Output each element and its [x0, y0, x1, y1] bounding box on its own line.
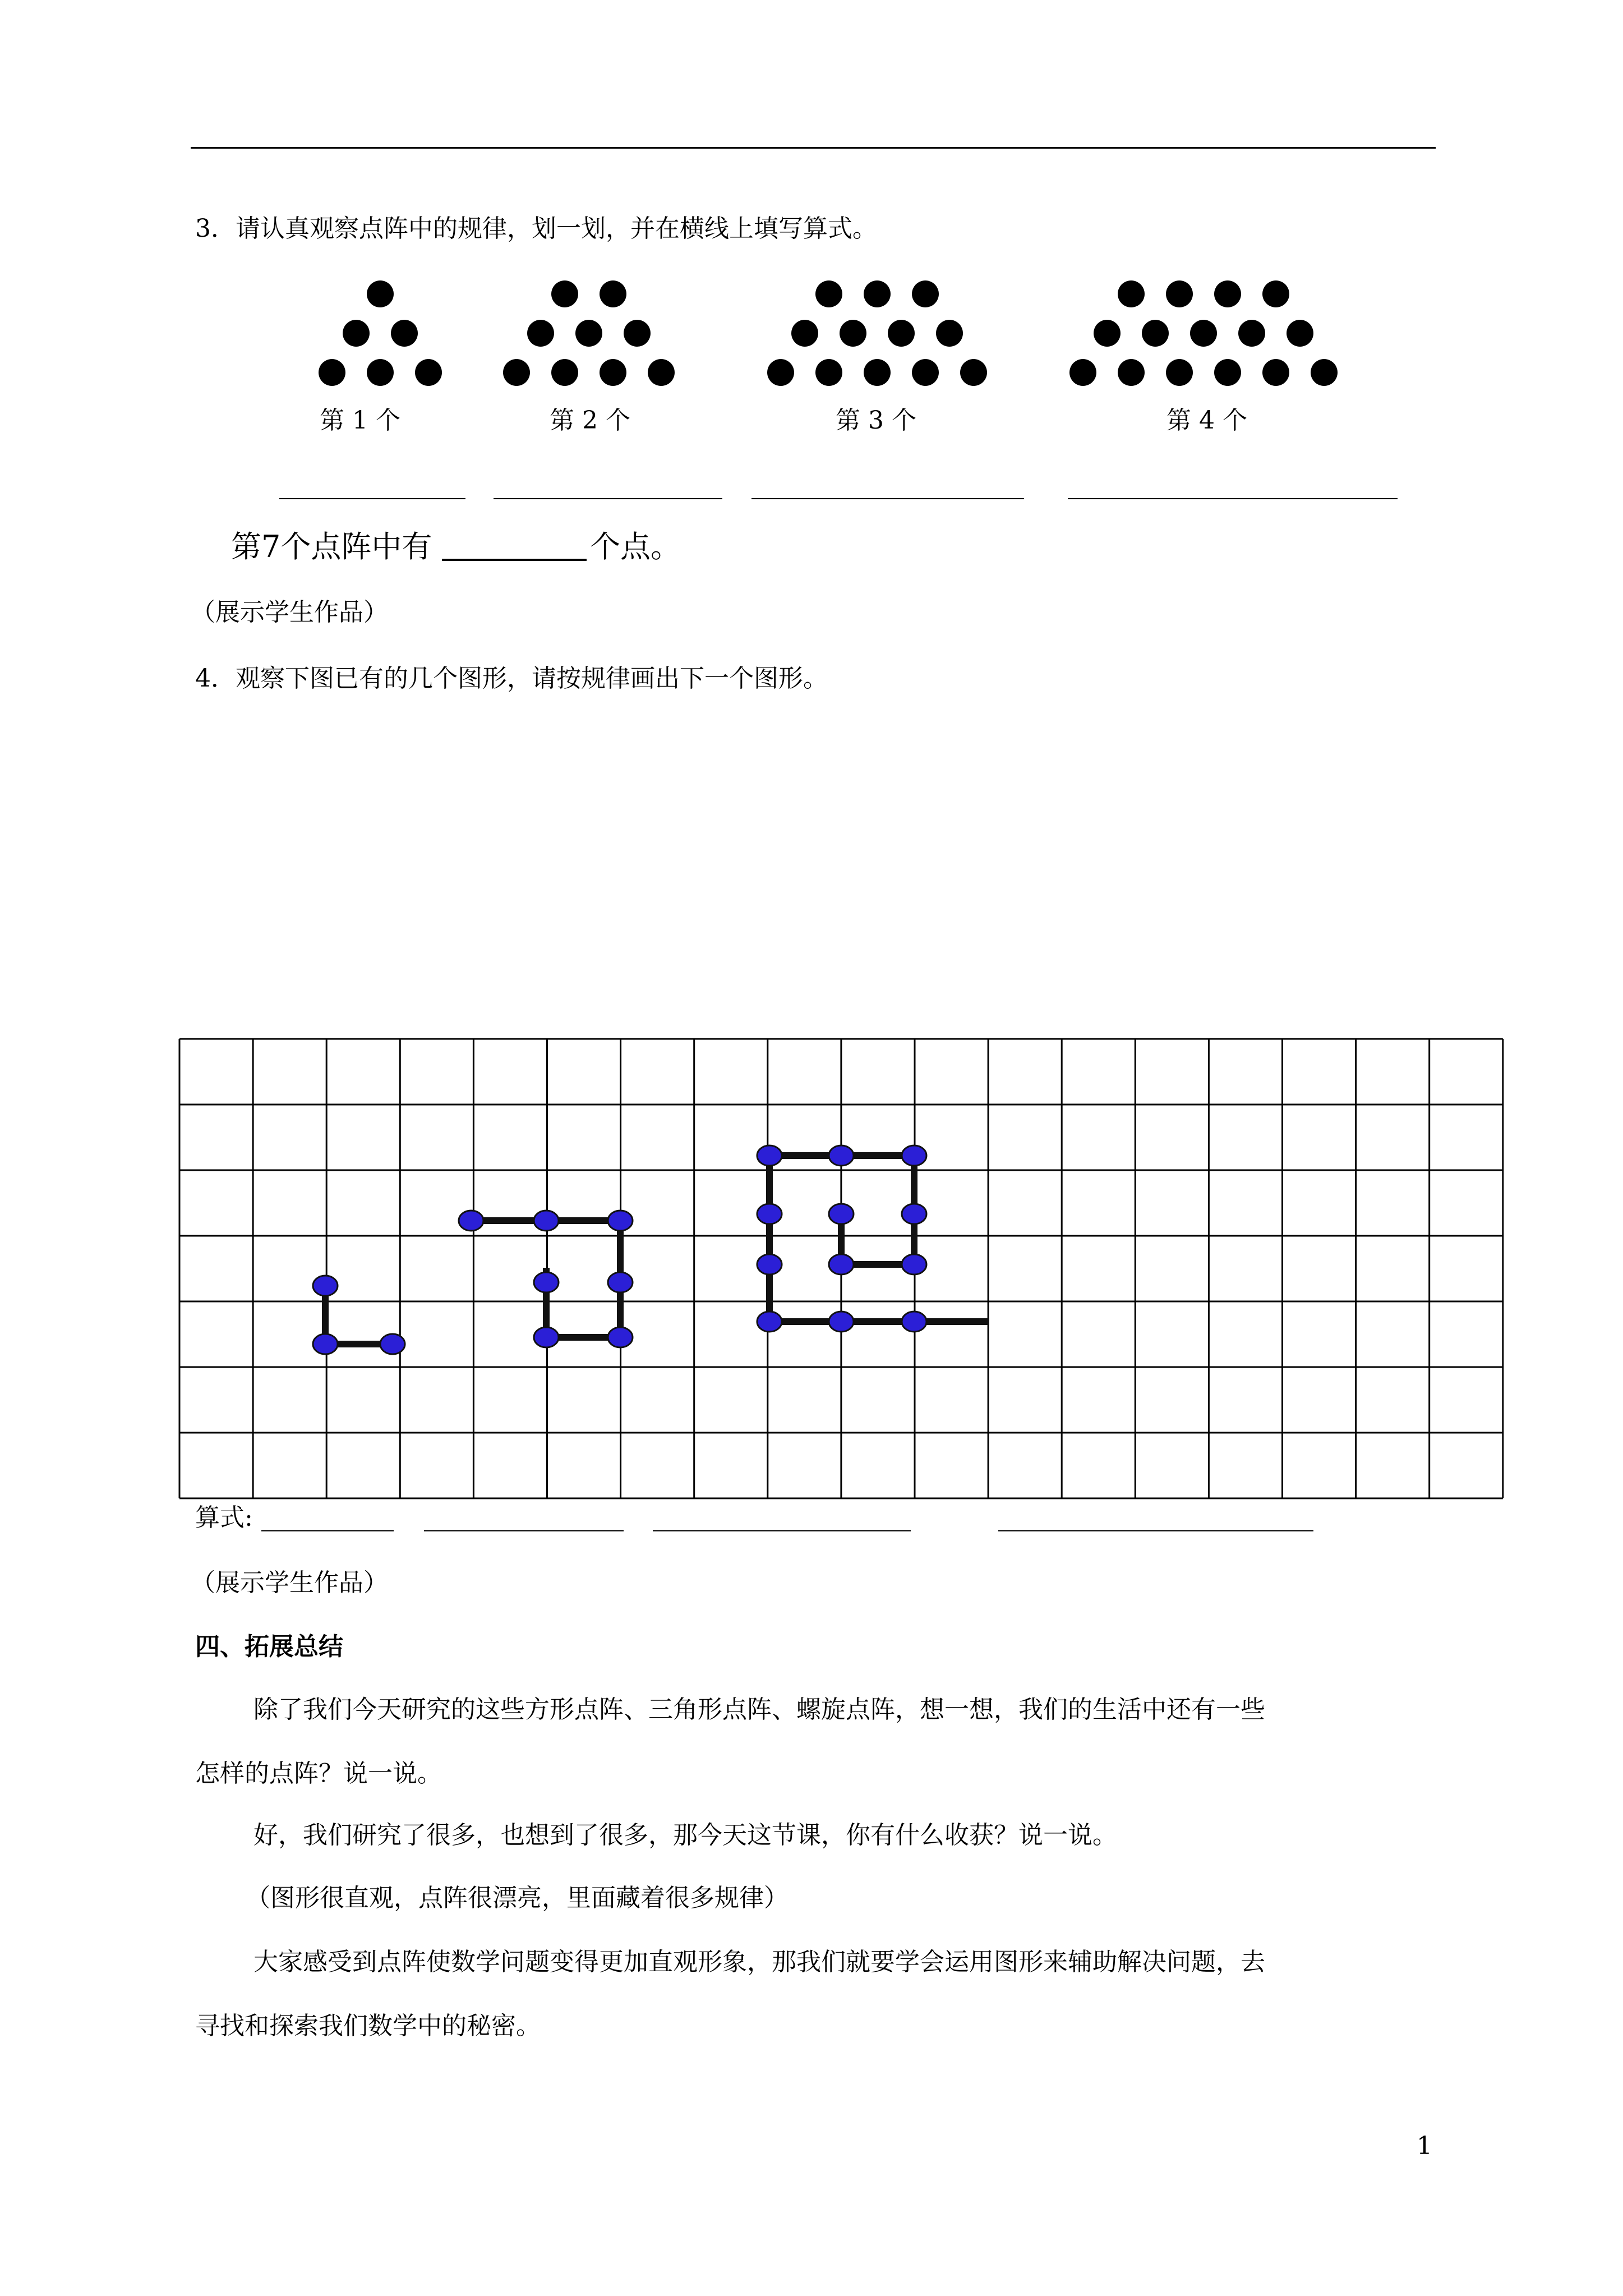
- q4-prompt: 4．观察下图已有的几个图形，请按规律画出下一个图形。: [195, 664, 828, 693]
- spiral-3-dot: [902, 1312, 926, 1332]
- paragraph-3: （图形很直观，点阵很漂亮，里面藏着很多规律）: [246, 1884, 789, 1912]
- formula-blank-1[interactable]: [261, 1530, 394, 1531]
- section-heading: 四、拓展总结: [195, 1632, 343, 1661]
- spiral-2-dot: [534, 1211, 559, 1231]
- q3-prompt: 3．请认真观察点阵中的规律，划一划，并在横线上填写算式。: [195, 214, 877, 243]
- paragraph-1-line-2: 怎样的点阵？说一说。: [195, 1759, 442, 1788]
- spiral-2-dot: [608, 1211, 633, 1231]
- spiral-2-dot: [534, 1272, 559, 1292]
- spiral-3-dot: [757, 1254, 782, 1274]
- formula-blank-3[interactable]: [653, 1530, 911, 1531]
- page-number: 1: [1417, 2132, 1432, 2160]
- figure-label-1: 第 1 个: [320, 406, 400, 435]
- spiral-2-dot: [608, 1272, 633, 1292]
- formula-label: 算式:: [195, 1503, 253, 1532]
- spiral-1-dot: [380, 1334, 405, 1354]
- figure-label-2: 第 2 个: [550, 406, 630, 435]
- spiral-1-line: [325, 1286, 393, 1344]
- spiral-2-dot: [608, 1327, 633, 1347]
- paragraph-4-line-1: 大家感受到点阵使数学问题变得更加直观形象，那我们就要学会运用图形来辅助解决问题，去: [253, 1948, 1265, 1976]
- figure-label-4: 第 4 个: [1166, 406, 1247, 435]
- spiral-1-dot: [313, 1276, 338, 1296]
- spiral-3-dot: [757, 1312, 782, 1332]
- seventh-text-before: 第7个点阵中有: [231, 529, 432, 564]
- spiral-2-dot: [534, 1327, 559, 1347]
- q4-show-work: （展示学生作品）: [191, 1568, 388, 1597]
- spiral-1-dot: [313, 1334, 338, 1354]
- paragraph-4-line-2: 寻找和探索我们数学中的秘密。: [195, 2012, 541, 2040]
- spiral-3-dot: [829, 1254, 854, 1274]
- spiral-3-dot: [757, 1204, 782, 1224]
- formula-blank-4[interactable]: [998, 1530, 1313, 1531]
- paragraph-2: 好，我们研究了很多，也想到了很多，那今天这节课，你有什么收获？说一说。: [253, 1821, 1117, 1849]
- spiral-3-line: [769, 1156, 989, 1322]
- formula-blank-2[interactable]: [424, 1530, 624, 1531]
- spiral-3-dot: [829, 1204, 854, 1224]
- spiral-3-dot: [757, 1145, 782, 1166]
- spiral-3-dot: [902, 1145, 926, 1166]
- seventh-text-after: 个点。: [590, 529, 681, 564]
- figure-label-3: 第 3 个: [836, 406, 916, 435]
- spiral-3-dot: [829, 1145, 854, 1166]
- paragraph-1-line-1: 除了我们今天研究的这些方形点阵、三角形点阵、螺旋点阵，想一想，我们的生活中还有一些: [253, 1695, 1265, 1724]
- q3-show-work: （展示学生作品）: [191, 598, 388, 627]
- spiral-3-dot: [902, 1204, 926, 1224]
- spiral-3-dot: [902, 1254, 926, 1274]
- spiral-2-dot: [459, 1211, 483, 1231]
- spiral-3-dot: [829, 1312, 854, 1332]
